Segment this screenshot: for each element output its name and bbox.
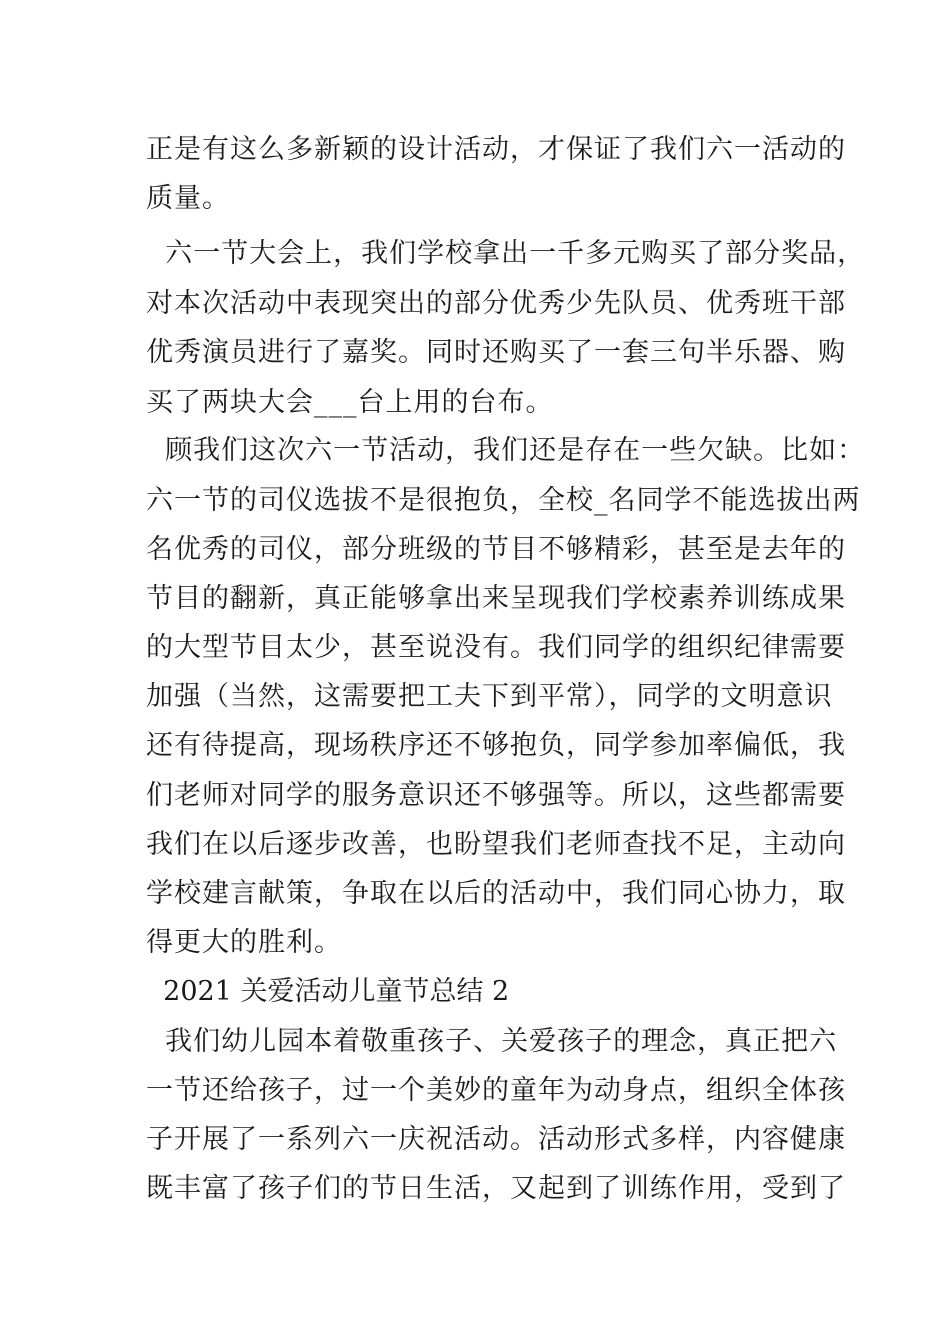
text-line: 一节还给孩子，过一个美妙的童年为动身点，组织全体孩 [146, 1075, 846, 1106]
text-line: 六一节大会上，我们学校拿出一千多元购买了部分奖品， [146, 238, 866, 269]
text-line: 学校建言献策，争取在以后的活动中，我们同心协力，取 [146, 878, 846, 909]
text-line: 节目的翻新，真正能够拿出来呈现我们学校素养训练成果 [146, 583, 846, 614]
text-line: 六一节的司仪选拔不是很抱负，全校_名同学不能选拔出两 [146, 485, 861, 516]
text-line: 对本次活动中表现突出的部分优秀少先队员、优秀班干部 [146, 288, 846, 319]
text-line: 顾我们这次六一节活动，我们还是存在一些欠缺。比如： [146, 435, 866, 466]
text-line: 优秀演员进行了嘉奖。同时还购买了一套三句半乐器、购 [146, 337, 846, 368]
text-line: 的大型节目太少，甚至说没有。我们同学的组织纪律需要 [146, 632, 846, 663]
section-heading: 2021 关爱活动儿童节总结 2 [146, 976, 510, 1007]
text-line: 还有待提高，现场秩序还不够抱负，同学参加率偏低，我 [146, 730, 846, 761]
text-line: 质量。 [146, 183, 230, 214]
text-line: 买了两块大会___台上用的台布。 [146, 387, 554, 418]
text-line: 名优秀的司仪，部分班级的节目不够精彩，甚至是去年的 [146, 534, 846, 565]
text-line: 既丰富了孩子们的节日生活，又起到了训练作用，受到了 [146, 1173, 846, 1204]
text-line: 加强（当然，这需要把工夫下到平常），同学的文明意识 [146, 681, 833, 712]
text-line: 们老师对同学的服务意识还不够强等。所以，这些都需要 [146, 780, 846, 811]
text-line: 我们在以后逐步改善，也盼望我们老师查找不足，主动向 [146, 829, 846, 860]
text-line: 我们幼儿园本着敬重孩子、关爱孩子的理念，真正把六 [146, 1026, 838, 1057]
text-line: 子开展了一系列六一庆祝活动。活动形式多样，内容健康 [146, 1124, 846, 1155]
text-line: 得更大的胜利。 [146, 927, 342, 958]
text-line: 正是有这么多新颖的设计活动，才保证了我们六一活动的 [146, 134, 846, 165]
